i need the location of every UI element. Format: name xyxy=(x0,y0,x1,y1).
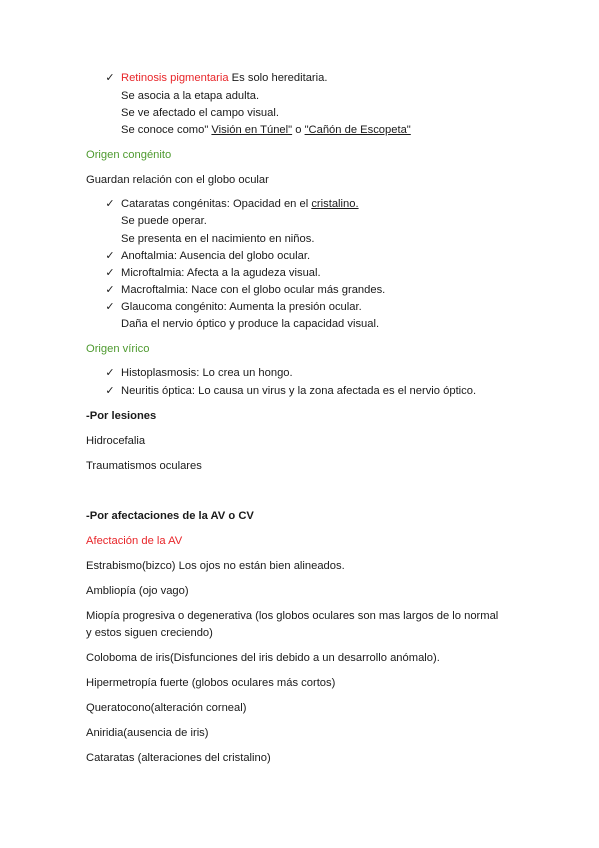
bullet-retinosis xyxy=(121,71,327,85)
heading-por-afectaciones: -Por afectaciones de la AV o CV xyxy=(86,510,254,522)
bullet-macroftalmia: Macroftalmia: Nace con el globo ocular más grandes. xyxy=(121,284,386,296)
paragraph: Miopía progresiva o degenerativa (los globos oculares son mas largos de lo normal xyxy=(86,610,499,622)
term-retinosis: Retinosis pigmentaria xyxy=(121,72,229,84)
bullet-anoftalmia: Anoftalmia: Ausencia del globo ocular. xyxy=(121,250,311,262)
bullet-line: Se ve afectado el campo visual. xyxy=(121,107,279,119)
paragraph: Estrabismo(bizco) Los ojos no están bien alineados. xyxy=(86,560,345,572)
paragraph: Cataratas (alteraciones del cristalino) xyxy=(86,752,271,764)
text-fragment: o xyxy=(292,124,305,136)
paragraph: Coloboma de iris(Disfunciones del iris debido a un desarrollo anómalo). xyxy=(86,652,440,664)
bullet-line: Se presenta en el nacimiento en niños. xyxy=(121,233,315,245)
check-icon: ✓ xyxy=(105,267,115,279)
text-fragment: Se conoce como" xyxy=(121,124,212,136)
bullet-line: Daña el nervio óptico y produce la capacidad visual. xyxy=(121,318,380,330)
bullet-line: Se asocia a la etapa adulta. xyxy=(121,90,260,102)
heading-origen-virico: Origen vírico xyxy=(86,343,150,355)
paragraph: Guardan relación con el globo ocular xyxy=(86,174,269,186)
link-vision-tunel[interactable]: Visión en Túnel" xyxy=(211,124,293,136)
check-icon: ✓ xyxy=(105,284,115,296)
bullet-histoplasmosis: Histoplasmosis: Lo crea un hongo. xyxy=(121,367,293,379)
text-fragment: Cataratas congénitas: Opacidad en el xyxy=(121,198,312,210)
paragraph: Ambliopía (ojo vago) xyxy=(86,585,189,597)
paragraph: y estos siguen creciendo) xyxy=(86,627,213,639)
bullet-text: Es solo hereditaria. xyxy=(228,72,328,84)
bullet-line: Se puede operar. xyxy=(121,215,207,227)
check-icon: ✓ xyxy=(105,72,115,84)
bullet-neuritis: Neuritis óptica: Lo causa un virus y la zona afectada es el nervio óptico. xyxy=(121,385,477,397)
check-icon: ✓ xyxy=(105,198,115,210)
check-icon: ✓ xyxy=(105,367,115,379)
subheading-afectacion-av: Afectación de la AV xyxy=(86,535,183,547)
check-icon: ✓ xyxy=(105,301,115,313)
link-cristalino[interactable]: cristalino. xyxy=(311,198,359,210)
check-icon: ✓ xyxy=(105,250,115,262)
paragraph: Queratocono(alteración corneal) xyxy=(86,702,247,714)
bullet-line xyxy=(121,123,411,137)
paragraph: Aniridia(ausencia de iris) xyxy=(86,727,209,739)
heading-por-lesiones: -Por lesiones xyxy=(86,410,157,422)
bullet-glaucoma: Glaucoma congénito: Aumenta la presión ocular. xyxy=(121,301,362,313)
check-icon: ✓ xyxy=(105,385,115,397)
paragraph: Hidrocefalia xyxy=(86,435,146,447)
heading-origen-congenito: Origen congénito xyxy=(86,149,172,161)
bullet-microftalmia: Microftalmia: Afecta a la agudeza visual. xyxy=(121,267,321,279)
paragraph: Traumatismos oculares xyxy=(86,460,202,472)
paragraph: Hipermetropía fuerte (globos oculares más cortos) xyxy=(86,677,336,689)
bullet-cataratas-congenitas xyxy=(121,197,359,211)
link-canon-escopeta[interactable]: "Cañón de Escopeta" xyxy=(304,124,411,136)
